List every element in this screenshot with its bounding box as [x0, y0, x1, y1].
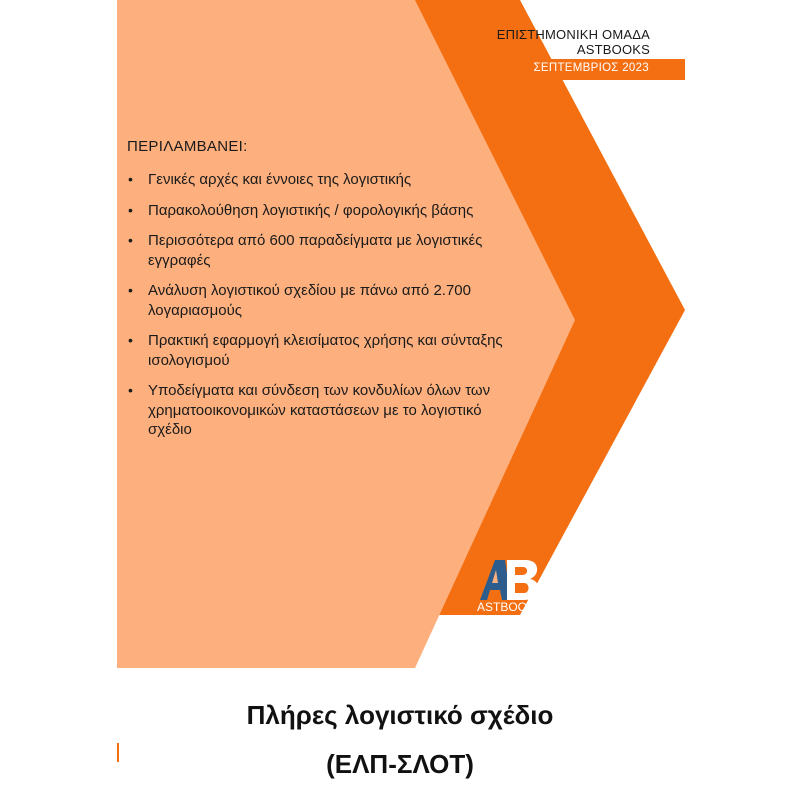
bullet-icon: •: [128, 282, 133, 298]
feature-text: Παρακολούθηση λογιστικής / φορολογικής βάσης: [148, 201, 474, 219]
date-banner: [470, 59, 685, 80]
feature-text: Περισσότερα από 600 παραδείγματα με λογιστικές εγγραφές: [148, 232, 483, 269]
publication-date: ΣΕΠΤΕΜΒΡΙΟΣ 2023: [533, 62, 649, 74]
bullet-icon: •: [128, 201, 133, 218]
book-title-line-1: Πλήρες λογιστικό σχέδιο: [246, 700, 554, 730]
feature-item: [128, 231, 528, 270]
feature-item: [128, 381, 528, 440]
ab-logo-icon: [476, 556, 544, 602]
publisher-label: ΕΚΔΟΣΕΙΣ: [479, 618, 539, 632]
bullet-icon: •: [128, 232, 133, 248]
bullet-icon: •: [128, 171, 133, 187]
feature-list: [126, 170, 528, 451]
feature-item: [128, 331, 528, 370]
publisher-logo-text: ASTBOOKS: [476, 600, 544, 614]
orange-edge-mark: [117, 743, 119, 762]
feature-text: Ανάλυση λογιστικού σχεδίου με πάνω από 2.700 λογαριασμούς: [148, 282, 471, 319]
bullet-icon: •: [128, 382, 133, 398]
feature-text: Γενικές αρχές και έννοιες της λογιστικής: [148, 171, 412, 188]
feature-text: Πρακτική εφαρμογή κλεισίματος χρήσης και σύνταξης ισολογισμού: [148, 332, 503, 369]
bullet-icon: •: [128, 332, 133, 348]
author-line-2: ASTBOOKS: [576, 42, 650, 57]
feature-item: [128, 281, 528, 320]
feature-text: Υποδείγματα και σύνδεση των κονδυλίων όλων των χρηματοοικονομικών καταστάσεων με το λογιστικό σχέδιο: [148, 382, 491, 438]
book-title-line-2: (ΕΛΠ-ΣΛΟΤ): [326, 749, 474, 779]
includes-heading: ΠΕΡΙΛΑΜΒΑΝΕΙ:: [127, 138, 248, 155]
feature-item: [128, 201, 528, 221]
feature-item: [128, 170, 528, 190]
author-line-1: ΕΠΙΣΤΗΜΟΝΙΚΗ ΟΜΑΔΑ: [496, 27, 650, 42]
